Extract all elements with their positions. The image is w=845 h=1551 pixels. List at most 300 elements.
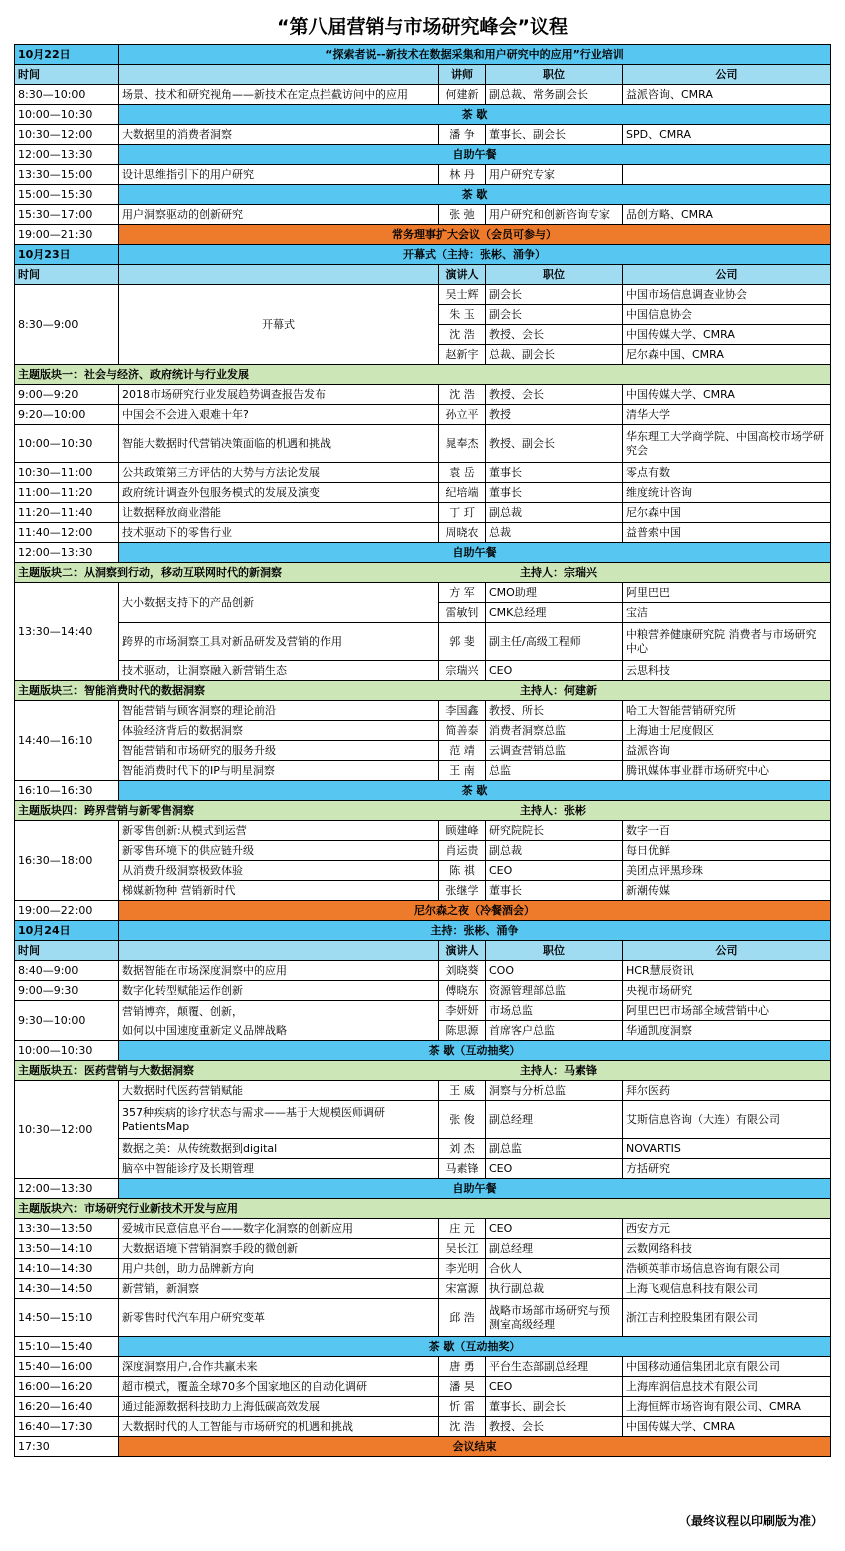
speaker-name: 宗瑞兴 (439, 661, 486, 681)
session-topic: 大小数据支持下的产品创新 (119, 583, 439, 623)
speaker-name: 李国鑫 (439, 701, 486, 721)
speaker-title: 教授、副会长 (486, 425, 623, 463)
session-row (15, 425, 831, 463)
session-topic: 通过能源数据科技助力上海低碳高效发展 (119, 1397, 439, 1417)
speaker-company: 中国传媒大学、CMRA (623, 1417, 831, 1437)
speaker-title: 董事长、副会长 (486, 1397, 623, 1417)
session-topic: 大数据里的消费者洞察 (119, 125, 439, 145)
break-time: 17:30 (15, 1437, 119, 1457)
session-row (15, 821, 831, 841)
speaker-title: 合伙人 (486, 1259, 623, 1279)
session-topic: 用户共创，助力品牌新方向 (119, 1259, 439, 1279)
session-time: 13:30—15:00 (15, 165, 119, 185)
speaker-name: 忻 雷 (439, 1397, 486, 1417)
day-header-row (15, 921, 831, 941)
session-row (15, 1101, 831, 1139)
session-topic: 数据之美：从传统数据到digital (119, 1139, 439, 1159)
session-topic: 大数据语境下营销洞察手段的微创新 (119, 1239, 439, 1259)
speaker-name: 李妍妍 (439, 1001, 486, 1021)
speaker-name: 邱 浩 (439, 1299, 486, 1337)
section-header (15, 801, 831, 821)
speaker-name: 刘晓葵 (439, 961, 486, 981)
session-topic: 用户洞察驱动的创新研究 (119, 205, 439, 225)
section-header (15, 563, 831, 583)
session-topic: 脑卒中智能诊疗及长期管理 (119, 1159, 439, 1179)
session-topic: 新零售创新:从模式到运营 (119, 821, 439, 841)
speaker-name: 庄 元 (439, 1219, 486, 1239)
speaker-company: 品创方略、CMRA (623, 205, 831, 225)
session-time: 8:40—9:00 (15, 961, 119, 981)
speaker-title: 副会长 (486, 305, 623, 325)
speaker-name: 周晓农 (439, 523, 486, 543)
speaker-title: 平台生态部副总经理 (486, 1357, 623, 1377)
speaker-company: 中国传媒大学、CMRA (623, 325, 831, 345)
speaker-company: HCR慧辰资讯 (623, 961, 831, 981)
day-date: 10月24日 (15, 921, 119, 941)
session-time: 9:30—10:00 (15, 1001, 119, 1041)
session-time: 16:30—18:00 (15, 821, 119, 901)
session-topic: 新零售时代汽车用户研究变革 (119, 1299, 439, 1337)
section-header-row (15, 1199, 831, 1219)
break-time: 19:00—22:00 (15, 901, 119, 921)
session-time: 16:20—16:40 (15, 1397, 119, 1417)
session-topic: 数字化转型赋能运作创新 (119, 981, 439, 1001)
section-header-row (15, 801, 831, 821)
session-topic: 智能大数据时代营销决策面临的机遇和挑战 (119, 425, 439, 463)
speaker-name: 刘 杰 (439, 1139, 486, 1159)
col-header-speaker: 演讲人 (439, 941, 486, 961)
session-row (15, 1219, 831, 1239)
break-label: 茶 歇（互动抽奖） (119, 1337, 831, 1357)
speaker-title: 教授 (486, 405, 623, 425)
session-row (15, 1139, 831, 1159)
speaker-name: 马素锋 (439, 1159, 486, 1179)
session-topic: 公共政策第三方评估的大势与方法论发展 (119, 463, 439, 483)
break-row (15, 543, 831, 563)
break-label: 尼尔森之夜（冷餐酒会） (119, 901, 831, 921)
break-row (15, 781, 831, 801)
day-title: “探索者说--新技术在数据采集和用户研究中的应用”行业培训 (119, 45, 831, 65)
col-header-company: 公司 (623, 65, 831, 85)
speaker-company: 中国市场信息调查业协会 (623, 285, 831, 305)
speaker-name: 何建新 (439, 85, 486, 105)
speaker-company: 拜尔医药 (623, 1081, 831, 1101)
break-label: 自助午餐 (119, 145, 831, 165)
speaker-company: 益派咨询 (623, 741, 831, 761)
session-topic: 智能营销和市场研究的服务升级 (119, 741, 439, 761)
break-row (15, 225, 831, 245)
session-topic: 2018市场研究行业发展趋势调查报告发布 (119, 385, 439, 405)
session-time: 8:30—9:00 (15, 285, 119, 365)
break-row (15, 1179, 831, 1199)
page-title: “第八届营销与市场研究峰会”议程 (277, 16, 568, 38)
section-title: 主题版块六：市场研究行业新技术开发与应用 (18, 1201, 238, 1215)
session-topic: 大数据时代的人工智能与市场研究的机遇和挑战 (119, 1417, 439, 1437)
session-row (15, 1159, 831, 1179)
session-row (15, 125, 831, 145)
speaker-name: 赵新宇 (439, 345, 486, 365)
break-time: 15:10—15:40 (15, 1337, 119, 1357)
speaker-name: 孙立平 (439, 405, 486, 425)
section-header (15, 1061, 831, 1081)
session-time: 16:40—17:30 (15, 1417, 119, 1437)
col-header-topic (119, 265, 439, 285)
break-time: 15:00—15:30 (15, 185, 119, 205)
speaker-title: CEO (486, 1219, 623, 1239)
session-topic: 跨界的市场洞察工具对新品研发及营销的作用 (119, 623, 439, 661)
session-row (15, 1417, 831, 1437)
speaker-company: 西安方元 (623, 1219, 831, 1239)
speaker-name: 吴士辉 (439, 285, 486, 305)
speaker-company: 央视市场研究 (623, 981, 831, 1001)
speaker-company: 每日优鲜 (623, 841, 831, 861)
session-row (15, 463, 831, 483)
session-row (15, 1081, 831, 1101)
col-header-speaker: 演讲人 (439, 265, 486, 285)
speaker-company: 华东理工大学商学院、中国高校市场学研究会 (623, 425, 831, 463)
session-time: 13:30—13:50 (15, 1219, 119, 1239)
speaker-name: 沈 浩 (439, 325, 486, 345)
session-time: 10:30—11:00 (15, 463, 119, 483)
session-time: 16:00—16:20 (15, 1377, 119, 1397)
speaker-company: 维度统计咨询 (623, 483, 831, 503)
session-row (15, 623, 831, 661)
speaker-title: 副主任/高级工程师 (486, 623, 623, 661)
speaker-name: 傅晓东 (439, 981, 486, 1001)
col-header-time: 时间 (15, 941, 119, 961)
day-title: 开幕式（主持：张彬、涌争） (119, 245, 831, 265)
col-header-title: 职位 (486, 65, 623, 85)
day-date: 10月22日 (15, 45, 119, 65)
speaker-name: 潘 争 (439, 125, 486, 145)
section-header (15, 681, 831, 701)
speaker-title: 副总裁、常务副会长 (486, 85, 623, 105)
speaker-company: 艾斯信息咨询（大连）有限公司 (623, 1101, 831, 1139)
break-time: 16:10—16:30 (15, 781, 119, 801)
speaker-company: 益普索中国 (623, 523, 831, 543)
speaker-name: 雷敏钊 (439, 603, 486, 623)
footnote: （最终议程以印刷版为准） (678, 1514, 823, 1528)
speaker-company: 美团点评黑珍珠 (623, 861, 831, 881)
session-topic: 让数据释放商业潜能 (119, 503, 439, 523)
session-topic: 政府统计调查外包服务模式的发展及演变 (119, 483, 439, 503)
break-label: 自助午餐 (119, 1179, 831, 1199)
speaker-company (623, 165, 831, 185)
speaker-title: 市场总监 (486, 1001, 623, 1021)
session-time: 13:30—14:40 (15, 583, 119, 681)
speaker-title: 副总裁 (486, 503, 623, 523)
speaker-company: 浩顿英菲市场信息咨询有限公司 (623, 1259, 831, 1279)
section-header-row (15, 365, 831, 385)
section-host: 主持人：宗瑞兴 (520, 566, 597, 579)
session-topic: 开幕式 (119, 285, 439, 365)
session-time: 9:20—10:00 (15, 405, 119, 425)
session-time: 11:40—12:00 (15, 523, 119, 543)
session-row (15, 1279, 831, 1299)
session-topic: 梯媒新物种 营销新时代 (119, 881, 439, 901)
session-time: 10:30—12:00 (15, 125, 119, 145)
section-header-row (15, 563, 831, 583)
speaker-name: 林 丹 (439, 165, 486, 185)
section-header-row (15, 1061, 831, 1081)
speaker-name: 潘 昊 (439, 1377, 486, 1397)
session-row (15, 961, 831, 981)
speaker-title: 副总经理 (486, 1101, 623, 1139)
speaker-title: CMO助理 (486, 583, 623, 603)
session-topic: 357种疾病的诊疗状态与需求——基于大规模医师调研PatientsMap (119, 1101, 439, 1139)
session-time: 14:30—14:50 (15, 1279, 119, 1299)
speaker-company: 新潮传媒 (623, 881, 831, 901)
section-host: 主持人：何建新 (520, 684, 597, 697)
session-row (15, 881, 831, 901)
speaker-title: 副总监 (486, 1139, 623, 1159)
speaker-company: 中国信息协会 (623, 305, 831, 325)
speaker-name: 陈 祺 (439, 861, 486, 881)
col-header-title: 职位 (486, 941, 623, 961)
session-row (15, 205, 831, 225)
session-row (15, 165, 831, 185)
session-time: 11:20—11:40 (15, 503, 119, 523)
speaker-company: 宝洁 (623, 603, 831, 623)
col-header-speaker: 讲师 (439, 65, 486, 85)
speaker-company: 尼尔森中国 (623, 503, 831, 523)
day-title: 主持：张彬、涌争 (119, 921, 831, 941)
speaker-title: CEO (486, 861, 623, 881)
session-row (15, 761, 831, 781)
break-label: 会议结束 (119, 1437, 831, 1457)
speaker-company: 中国移动通信集团北京有限公司 (623, 1357, 831, 1377)
speaker-name: 简善泰 (439, 721, 486, 741)
session-row (15, 1239, 831, 1259)
speaker-company: 零点有数 (623, 463, 831, 483)
session-topic: 技术驱动下的零售行业 (119, 523, 439, 543)
session-topic: 设计思维指引下的用户研究 (119, 165, 439, 185)
speaker-title: 首席客户总监 (486, 1021, 623, 1041)
col-header-time: 时间 (15, 65, 119, 85)
section-header-row (15, 681, 831, 701)
session-row (15, 1299, 831, 1337)
session-topic: 智能消费时代下的IP与明星洞察 (119, 761, 439, 781)
section-header (15, 1199, 831, 1219)
col-header-company: 公司 (623, 265, 831, 285)
speaker-title: 董事长、副会长 (486, 125, 623, 145)
speaker-title: CEO (486, 1159, 623, 1179)
day-header-row (15, 245, 831, 265)
column-header-row (15, 265, 831, 285)
speaker-name: 陈思源 (439, 1021, 486, 1041)
session-row (15, 1357, 831, 1377)
session-topic-line: 如何以中国速度重新定义品牌战略 (122, 1023, 287, 1037)
section-host: 主持人：张彬 (520, 804, 586, 817)
speaker-title: 总监 (486, 761, 623, 781)
speaker-name: 张 俊 (439, 1101, 486, 1139)
break-label: 常务理事扩大会议（会员可参与） (119, 225, 831, 245)
session-topic: 爱城市民意信息平台——数字化洞察的创新应用 (119, 1219, 439, 1239)
column-header-row (15, 941, 831, 961)
session-row (15, 583, 831, 603)
break-row (15, 901, 831, 921)
break-time: 10:00—10:30 (15, 1041, 119, 1061)
speaker-name: 王 威 (439, 1081, 486, 1101)
session-row (15, 483, 831, 503)
session-row (15, 981, 831, 1001)
session-topic: 中国会不会进入艰难十年? (119, 405, 439, 425)
day-date: 10月23日 (15, 245, 119, 265)
speaker-company: 哈工大智能营销研究所 (623, 701, 831, 721)
col-header-topic (119, 941, 439, 961)
speaker-company: 中国传媒大学、CMRA (623, 385, 831, 405)
speaker-title: 总裁、副会长 (486, 345, 623, 365)
speaker-company: 上海飞观信息科技有限公司 (623, 1279, 831, 1299)
speaker-title: 副总经理 (486, 1239, 623, 1259)
session-row (15, 85, 831, 105)
day-header-row (15, 45, 831, 65)
break-row (15, 1041, 831, 1061)
session-topic-line: 营销博弈，颠覆、创新， (122, 1004, 243, 1018)
col-header-time: 时间 (15, 265, 119, 285)
speaker-name: 沈 浩 (439, 385, 486, 405)
session-time: 8:30—10:00 (15, 85, 119, 105)
session-time: 14:10—14:30 (15, 1259, 119, 1279)
section-title: 主题版块五：医药营销与大数据洞察 (18, 1063, 194, 1077)
speaker-title: 教授、会长 (486, 385, 623, 405)
session-row (15, 721, 831, 741)
speaker-company: 浙江吉利控股集团有限公司 (623, 1299, 831, 1337)
col-header-company: 公司 (623, 941, 831, 961)
speaker-title: CMK总经理 (486, 603, 623, 623)
section-host: 主持人：马素锋 (520, 1064, 597, 1077)
speaker-title: CEO (486, 661, 623, 681)
session-row (15, 861, 831, 881)
break-row (15, 1337, 831, 1357)
session-row (15, 503, 831, 523)
session-topic: 大数据时代医药营销赋能 (119, 1081, 439, 1101)
speaker-name: 方 军 (439, 583, 486, 603)
section-title: 主题版块一：社会与经济、政府统计与行业发展 (18, 367, 249, 381)
session-row (15, 701, 831, 721)
speaker-name: 纪培端 (439, 483, 486, 503)
agenda-table (14, 44, 831, 1457)
session-row (15, 523, 831, 543)
speaker-name: 郭 斐 (439, 623, 486, 661)
speaker-company: SPD、CMRA (623, 125, 831, 145)
session-topic: 新零售环境下的供应链升级 (119, 841, 439, 861)
session-time: 14:50—15:10 (15, 1299, 119, 1337)
speaker-company: 方括研究 (623, 1159, 831, 1179)
session-topic: 场景、技术和研究视角——新技术在定点拦截访问中的应用 (119, 85, 439, 105)
speaker-title: 教授、所长 (486, 701, 623, 721)
speaker-title: 用户研究专家 (486, 165, 623, 185)
session-topic: 体验经济背后的数据洞察 (119, 721, 439, 741)
break-time: 12:00—13:30 (15, 145, 119, 165)
speaker-title: 董事长 (486, 483, 623, 503)
break-label: 茶 歇（互动抽奖） (119, 1041, 831, 1061)
speaker-title: 教授、会长 (486, 325, 623, 345)
section-title: 主题版块四：跨界营销与新零售洞察 (18, 803, 194, 817)
speaker-company: 益派咨询、CMRA (623, 85, 831, 105)
break-row (15, 1437, 831, 1457)
speaker-company: 尼尔森中国、CMRA (623, 345, 831, 365)
speaker-company: 清华大学 (623, 405, 831, 425)
speaker-company: NOVARTIS (623, 1139, 831, 1159)
speaker-title: 消费者洞察总监 (486, 721, 623, 741)
session-row (15, 385, 831, 405)
speaker-company: 华通凯度洞察 (623, 1021, 831, 1041)
speaker-title: COO (486, 961, 623, 981)
session-row (15, 661, 831, 681)
session-topic: 深度洞察用户,合作共赢未来 (119, 1357, 439, 1377)
session-time: 14:40—16:10 (15, 701, 119, 781)
speaker-title: 总裁 (486, 523, 623, 543)
session-row (15, 841, 831, 861)
speaker-title: 用户研究和创新咨询专家 (486, 205, 623, 225)
speaker-title: 教授、会长 (486, 1417, 623, 1437)
speaker-title: 董事长 (486, 881, 623, 901)
break-label: 茶 歇 (119, 185, 831, 205)
section-title: 主题版块三：智能消费时代的数据洞察 (18, 683, 205, 697)
session-time: 9:00—9:20 (15, 385, 119, 405)
speaker-name: 袁 岳 (439, 463, 486, 483)
section-title: 主题版块二：从洞察到行动，移动互联网时代的新洞察 (18, 565, 282, 579)
session-time: 10:30—12:00 (15, 1081, 119, 1179)
speaker-company: 云思科技 (623, 661, 831, 681)
session-time: 9:00—9:30 (15, 981, 119, 1001)
speaker-name: 唐 勇 (439, 1357, 486, 1377)
section-header (15, 365, 831, 385)
speaker-company: 数字一百 (623, 821, 831, 841)
speaker-title: 战略市场部市场研究与预测室高级经理 (486, 1299, 623, 1337)
speaker-company: 腾讯媒体事业群市场研究中心 (623, 761, 831, 781)
speaker-name: 王 南 (439, 761, 486, 781)
session-topic: 从消费升级洞察极致体验 (119, 861, 439, 881)
speaker-name: 张 弛 (439, 205, 486, 225)
speaker-company: 中粮营养健康研究院 消费者与市场研究中心 (623, 623, 831, 661)
speaker-name: 丁 玎 (439, 503, 486, 523)
speaker-name: 顾建峰 (439, 821, 486, 841)
session-time: 15:40—16:00 (15, 1357, 119, 1377)
break-label: 茶 歇 (119, 781, 831, 801)
session-time: 10:00—10:30 (15, 425, 119, 463)
speaker-title: 研究院院长 (486, 821, 623, 841)
speaker-company: 阿里巴巴 (623, 583, 831, 603)
speaker-name: 范 靖 (439, 741, 486, 761)
speaker-company: 云数网络科技 (623, 1239, 831, 1259)
col-header-topic (119, 65, 439, 85)
speaker-name: 张继学 (439, 881, 486, 901)
speaker-title: 副总裁 (486, 841, 623, 861)
col-header-title: 职位 (486, 265, 623, 285)
session-row (15, 741, 831, 761)
session-topic (119, 1001, 439, 1041)
session-topic: 技术驱动，让洞察融入新营销生态 (119, 661, 439, 681)
session-topic: 数据智能在市场深度洞察中的应用 (119, 961, 439, 981)
speaker-company: 上海恒辉市场咨询有限公司、CMRA (623, 1397, 831, 1417)
speaker-name: 沈 浩 (439, 1417, 486, 1437)
speaker-title: 执行副总裁 (486, 1279, 623, 1299)
session-row (15, 1397, 831, 1417)
break-time: 19:00—21:30 (15, 225, 119, 245)
session-row (15, 405, 831, 425)
break-label: 自助午餐 (119, 543, 831, 563)
break-label: 茶 歇 (119, 105, 831, 125)
break-row (15, 185, 831, 205)
break-time: 10:00—10:30 (15, 105, 119, 125)
session-row (15, 285, 831, 305)
speaker-title: 资源管理部总监 (486, 981, 623, 1001)
speaker-company: 上海迪士尼度假区 (623, 721, 831, 741)
session-time: 13:50—14:10 (15, 1239, 119, 1259)
speaker-company: 阿里巴巴市场部全域营销中心 (623, 1001, 831, 1021)
